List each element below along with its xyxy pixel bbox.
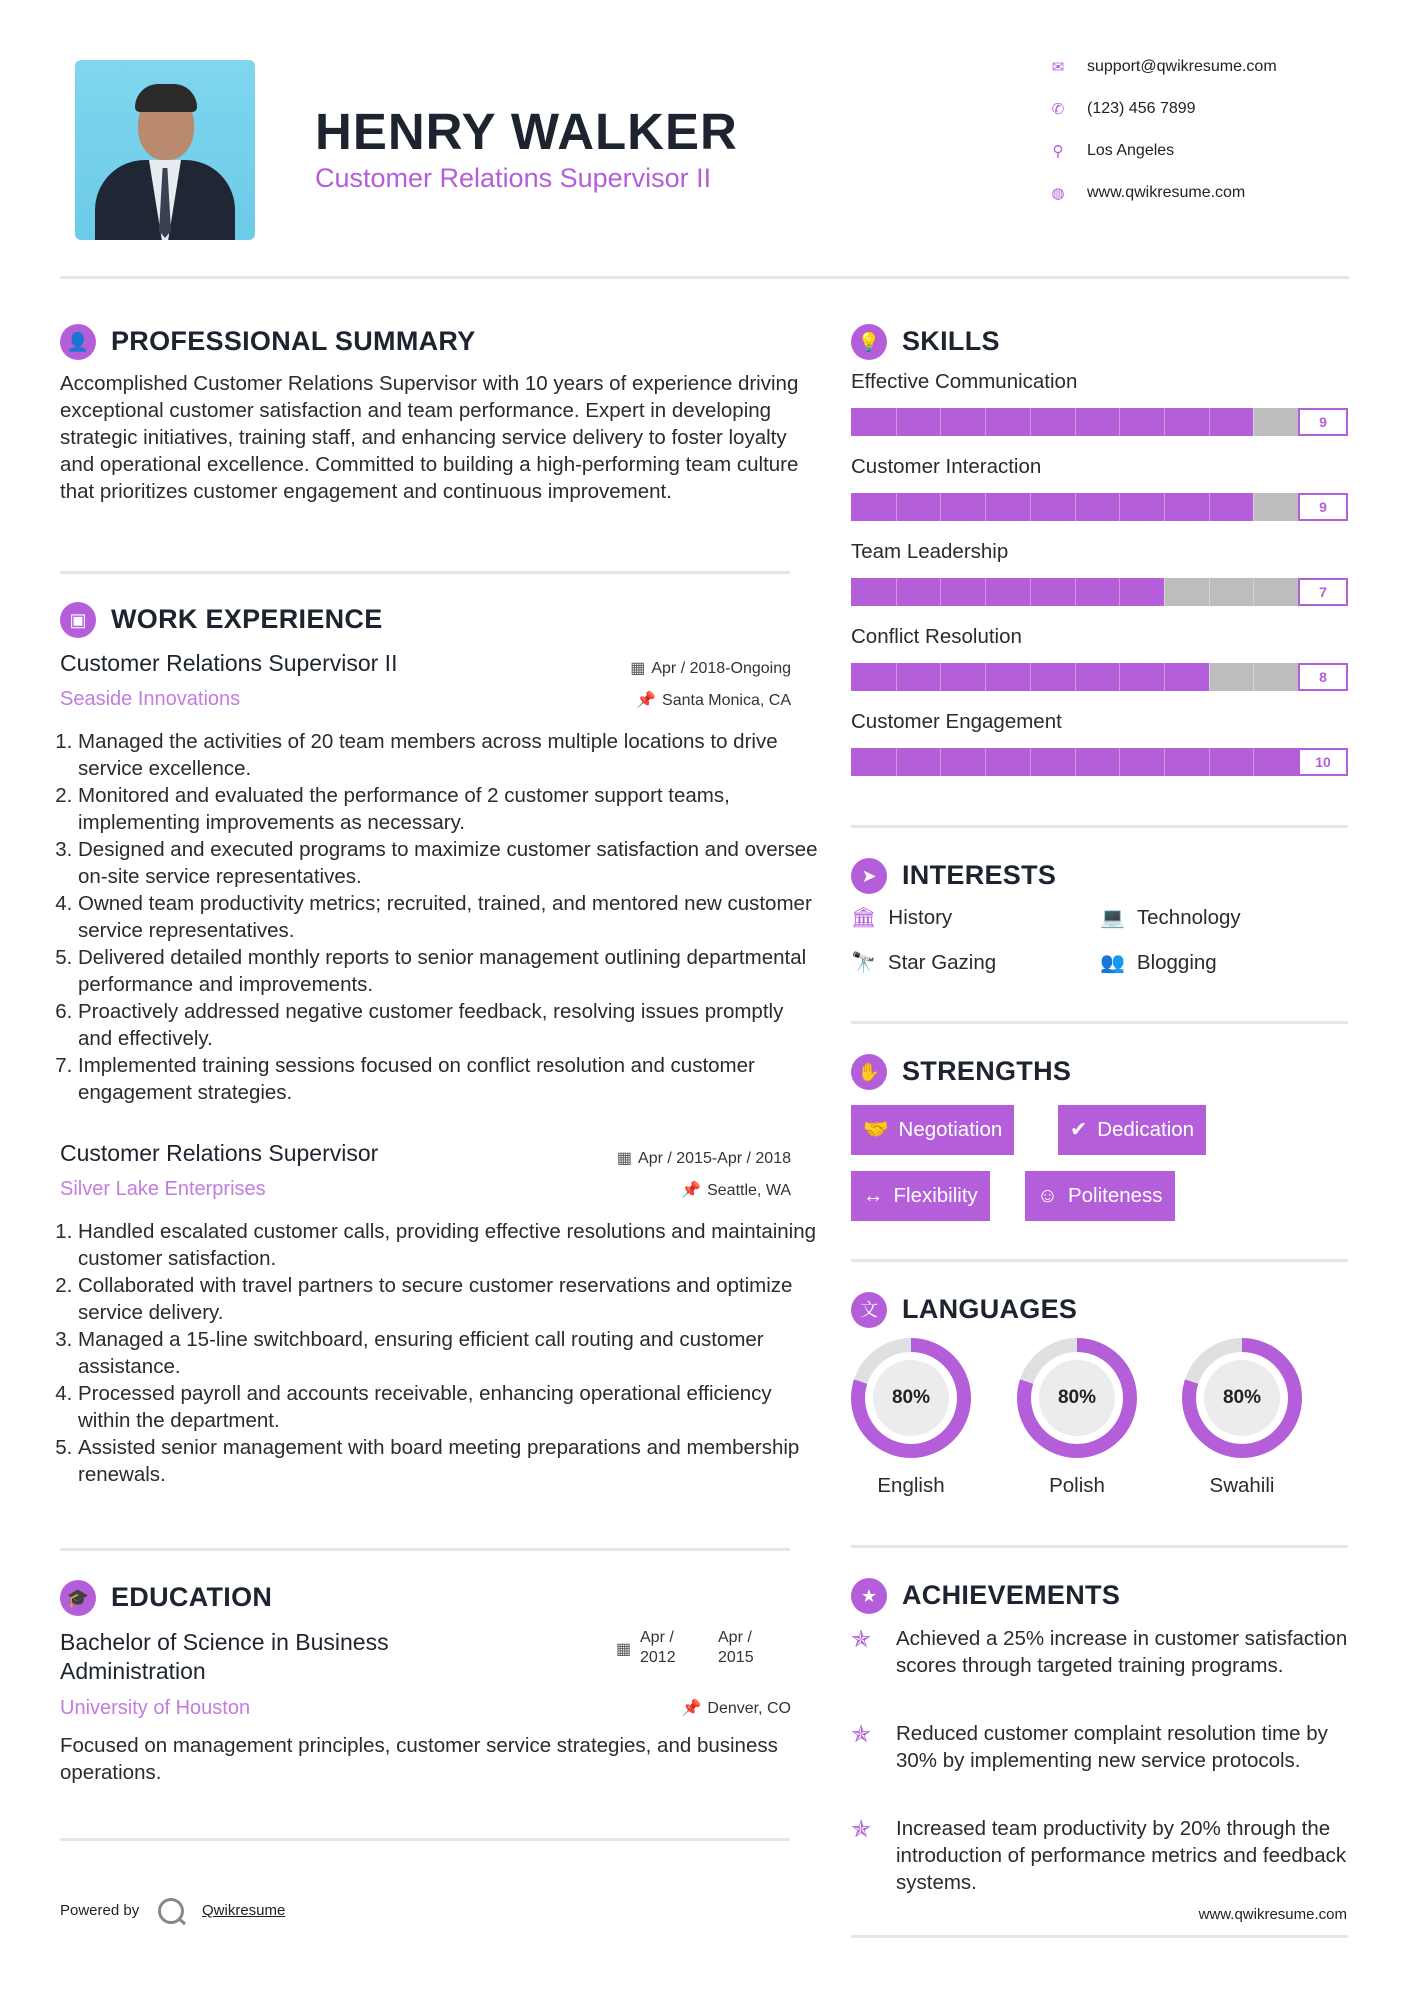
skill-bar-fill bbox=[851, 493, 1253, 521]
header-divider bbox=[60, 276, 1349, 279]
job-2-company: Silver Lake Enterprises bbox=[60, 1178, 266, 1200]
job-2-dates: ▦ Apr / 2015-Apr / 2018 bbox=[616, 1150, 791, 1167]
interest-technology: 💻 Technology bbox=[1100, 906, 1241, 929]
check-circle-icon: ✔ bbox=[1070, 1118, 1088, 1141]
powered-by-label: Powered by bbox=[60, 1902, 140, 1919]
award-icon: ★ bbox=[851, 1578, 887, 1614]
lightbulb-icon: 💡 bbox=[851, 324, 887, 360]
job-bullet: 3. Designed and executed programs to maximize customer satisfaction and oversee on-site service representatives. bbox=[78, 836, 818, 890]
skill-bar-fill bbox=[851, 748, 1348, 776]
job-2-title: Customer Relations Supervisor bbox=[60, 1140, 379, 1166]
pin-icon: 📌 bbox=[681, 1700, 702, 1717]
skills-divider bbox=[851, 825, 1348, 828]
language-percent: 80% bbox=[1204, 1360, 1280, 1436]
job-bullet: 4. Owned team productivity metrics; recruited, trained, and mentored new customer service representatives. bbox=[78, 890, 818, 944]
skills-heading: SKILLS bbox=[902, 326, 1000, 356]
skill-name: Effective Communication bbox=[851, 370, 1078, 393]
strengths-divider bbox=[851, 1259, 1348, 1262]
briefcase-icon: ▣ bbox=[60, 602, 96, 638]
star-icon: ✯ bbox=[851, 1721, 872, 1748]
skill-score: 10 bbox=[1298, 748, 1348, 776]
languages-heading: LANGUAGES bbox=[902, 1294, 1078, 1324]
job-bullet: 2. Monitored and evaluated the performance of 2 customer support teams, implementing improvements as necessary. bbox=[78, 782, 818, 836]
achievements-divider bbox=[851, 1935, 1348, 1938]
job-1-company: Seaside Innovations bbox=[60, 688, 241, 710]
skill-score: 9 bbox=[1298, 493, 1348, 521]
laptop-icon: 💻 bbox=[1100, 907, 1125, 929]
skill-name: Customer Interaction bbox=[851, 455, 1042, 478]
language-name: Polish bbox=[1049, 1474, 1105, 1497]
interest-blogging: 👥 Blogging bbox=[1100, 951, 1217, 974]
job-2-bullets bbox=[60, 1218, 818, 1488]
job-bullet: 3. Managed a 15-line switchboard, ensuring efficient call routing and customer assistance. bbox=[78, 1326, 818, 1380]
strength-dedication: ✔ Dedication bbox=[1058, 1105, 1206, 1155]
strength-politeness: ☺ Politeness bbox=[1025, 1171, 1175, 1221]
language-progress-ring bbox=[1017, 1338, 1137, 1458]
handshake-icon: 🤝 bbox=[863, 1118, 889, 1141]
experience-divider bbox=[60, 1548, 790, 1551]
envelope-icon: ✉ bbox=[1051, 59, 1065, 76]
interest-star-gazing: 🔭 Star Gazing bbox=[851, 951, 997, 974]
strengths-heading: STRENGTHS bbox=[902, 1056, 1072, 1086]
users-icon: 👥 bbox=[1100, 952, 1125, 974]
language-progress-ring bbox=[1182, 1338, 1302, 1458]
achievement-2: Reduced customer complaint resolution time by 30% by implementing new service protocols. bbox=[896, 1722, 1328, 1772]
qwikresume-link[interactable]: Qwikresume bbox=[202, 1902, 286, 1919]
summary-text: Accomplished Customer Relations Supervisor with 10 years of experience driving exceptional customer satisfaction and team performance. Expert in developing strategic initiatives, training staff, and enhancing service delivery to foster loyalty and operational excellence. Committed to building a high-performing team culture that prioritizes customer engagement and continuous improvement. bbox=[60, 372, 799, 503]
skill-bar bbox=[851, 748, 1348, 776]
skill-score: 9 bbox=[1298, 408, 1348, 436]
skill-bar bbox=[851, 663, 1348, 691]
skill-name: Team Leadership bbox=[851, 540, 1009, 563]
hand-icon: ✋ bbox=[851, 1054, 887, 1090]
star-icon: ✯ bbox=[851, 1816, 872, 1843]
summary-heading: PROFESSIONAL SUMMARY bbox=[111, 326, 476, 356]
education-degree: Bachelor of Science in Business Administration bbox=[60, 1629, 389, 1684]
pin-icon: 📌 bbox=[636, 692, 657, 709]
skill-name: Customer Engagement bbox=[851, 710, 1062, 733]
skill-bar bbox=[851, 408, 1348, 436]
job-1-dates: ▦ Apr / 2018-Ongoing bbox=[630, 660, 791, 677]
language-progress-ring bbox=[851, 1338, 971, 1458]
experience-heading: WORK EXPERIENCE bbox=[111, 604, 383, 634]
qwikresume-logo bbox=[158, 1898, 184, 1924]
candidate-name: HENRY WALKER bbox=[315, 103, 738, 160]
education-location: 📌 Denver, CO bbox=[681, 1700, 791, 1717]
skill-bar-fill bbox=[851, 408, 1253, 436]
arrows-horizontal-icon: ↔ bbox=[863, 1184, 884, 1207]
job-bullet: 6. Proactively addressed negative customer feedback, resolving issues promptly and effectively. bbox=[78, 998, 818, 1052]
languages-divider bbox=[851, 1545, 1348, 1548]
job-1-location: 📌 Santa Monica, CA bbox=[636, 692, 791, 709]
job-1-title: Customer Relations Supervisor II bbox=[60, 650, 398, 676]
job-bullet: 4. Processed payroll and accounts receivable, enhancing operational efficiency within the department. bbox=[78, 1380, 818, 1434]
skill-name: Conflict Resolution bbox=[851, 625, 1022, 648]
job-1-bullets bbox=[60, 728, 818, 1106]
job-bullet: 1. Handled escalated customer calls, providing effective resolutions and maintaining customer satisfaction. bbox=[78, 1218, 818, 1272]
job-bullet: 5. Assisted senior management with board meeting preparations and membership renewals. bbox=[78, 1434, 818, 1488]
bank-icon: 🏛 bbox=[851, 907, 877, 929]
language-percent: 80% bbox=[873, 1360, 949, 1436]
skill-bar bbox=[851, 493, 1348, 521]
skill-bar bbox=[851, 578, 1348, 606]
achievement-3: Increased team productivity by 20% through the introduction of performance metrics and feedback systems. bbox=[896, 1817, 1347, 1894]
education-description: Focused on management principles, customer service strategies, and business operations. bbox=[60, 1734, 778, 1784]
interests-heading: INTERESTS bbox=[902, 860, 1057, 890]
strength-flexibility: ↔ Flexibility bbox=[851, 1171, 990, 1221]
phone-icon: ✆ bbox=[1051, 101, 1065, 118]
education-heading: EDUCATION bbox=[111, 1582, 273, 1612]
language-icon: 文 bbox=[851, 1292, 887, 1328]
language-name: Swahili bbox=[1209, 1474, 1275, 1497]
achievements-heading: ACHIEVEMENTS bbox=[902, 1580, 1121, 1610]
job-bullet: 7. Implemented training sessions focused on conflict resolution and customer engagement strategies. bbox=[78, 1052, 818, 1106]
telescope-icon: 🔭 bbox=[851, 952, 876, 974]
job-bullet: 5. Delivered detailed monthly reports to senior management outlining departmental performance and improvements. bbox=[78, 944, 818, 998]
language-percent: 80% bbox=[1039, 1360, 1115, 1436]
smile-icon: ☺ bbox=[1037, 1184, 1058, 1207]
resume-page: HENRY WALKER Customer Relations Supervisor II ✉ support@qwikresume.com ✆ (123) 456 7899 ⚲ Los Angeles ◍ www.qwikresume.com 👤 PROFESSIONAL SUMMARY Accomplished Customer Relations Supervisor with 10 years of experience driving exceptional customer satisfaction and team performance. Expert in developing strategic initiatives, training staff, and enhancing service delivery to foster loyalty and operational excellence. Committed to building a high-performing team culture that prioritizes customer engagement and continuous improvement. ▣ WORK EXPERIENCE Customer Relations Supervisor II ▦ Apr / 2018-Ongoing Seaside Innovations 📌 Santa Monica, CA 1. Managed the activities of 20 team members across multiple locations to drive service excellence. 2. Monitored and evaluated the performance of 2 customer support teams, implementing improvements as necessary. 3. Designed and executed programs to maximize customer satisfaction and oversee on-site service representatives. 4. Owned team productivity metrics; recruited, trained, and mentored new customer service representatives. 5. Delivered detailed monthly reports to senior management outlining departmental performance and improvements. 6. Proactively addressed negative customer feedback, resolving issues promptly and effectively. 7. Implemented training sessions focused on conflict resolution and customer engagement strategies. Customer Relations Supervisor ▦ Apr / 2015-Apr / 2018 Silver Lake Enterprises 📌 Seattle, WA 1. Handled escalated customer calls, providing effective resolutions and maintaining customer satisfaction. 2. Collaborated with travel partners to secure customer reservations and optimize service delivery. 3. Managed a 15-line switchboard, ensuring efficient call routing and customer assistance. 4. Processed payroll and accounts receivable, enhancing operational efficiency within the department. 5. Assisted senior management with board meeting preparations and membership renewals. 🎓 EDUCATION Bachelor of Science in Business Administration ▦ Apr / 2012 Apr / 2015 University of Houston 📌 Denver, CO Focused on management principles, customer service strategies, and business operations. Powered by Qwikresume www.qwikresume.com 💡 SKILLS Effective Communication 9 Customer Interaction 9 Team Leadership 7 Conflict Resolution 8 Customer Engagement 10 ➤ INTERESTS 🏛 History 💻 Technology 🔭 Star Gazing 👥 Blogging ✋ STRENGTHS 🤝 Negotiation ✔ Dedication ↔ Flexibility ☺ Politeness 文 LANGUAGES 80% English 80% Polish 80% Swahili ★ ACHIEVEMENTS ✯ Achieved a 25% increase in customer satisfaction scores through targeted training programs. ✯ Reduced customer complaint resolution time by 30% by implementing new service protocols. ✯ Increased team productivity by 20% through the introduction of performance metrics and feedback systems. bbox=[0, 0, 1407, 1990]
star-icon: ✯ bbox=[851, 1626, 872, 1653]
job-2-location: 📌 Seattle, WA bbox=[681, 1182, 791, 1199]
calendar-icon: ▦ bbox=[630, 660, 646, 677]
job-bullet: 1. Managed the activities of 20 team members across multiple locations to drive service excellence. bbox=[78, 728, 818, 782]
footer-website[interactable]: www.qwikresume.com bbox=[1198, 1906, 1347, 1923]
job-bullet: 2. Collaborated with travel partners to secure customer reservations and optimize service delivery. bbox=[78, 1272, 818, 1326]
pin-icon: 📌 bbox=[681, 1182, 702, 1199]
graduation-cap-icon: 🎓 bbox=[60, 1580, 96, 1616]
summary-divider bbox=[60, 571, 790, 574]
skill-bar-fill bbox=[851, 578, 1164, 606]
candidate-title: Customer Relations Supervisor II bbox=[315, 163, 712, 193]
skill-score: 7 bbox=[1298, 578, 1348, 606]
language-name: English bbox=[877, 1474, 945, 1497]
calendar-icon: ▦ bbox=[616, 1641, 632, 1658]
strength-negotiation: 🤝 Negotiation bbox=[851, 1105, 1014, 1155]
interest-history: 🏛 History bbox=[851, 906, 953, 929]
map-pin-icon: ⚲ bbox=[1052, 143, 1064, 160]
skill-score: 8 bbox=[1298, 663, 1348, 691]
user-icon: 👤 bbox=[60, 324, 96, 360]
achievement-1: Achieved a 25% increase in customer satisfaction scores through targeted training programs. bbox=[896, 1627, 1348, 1677]
education-school: University of Houston bbox=[60, 1697, 251, 1719]
globe-icon: ◍ bbox=[1051, 185, 1065, 202]
interests-divider bbox=[851, 1021, 1348, 1024]
profile-photo bbox=[75, 60, 255, 240]
calendar-icon: ▦ bbox=[616, 1150, 633, 1167]
paper-plane-icon: ➤ bbox=[851, 858, 887, 894]
education-divider bbox=[60, 1838, 790, 1841]
